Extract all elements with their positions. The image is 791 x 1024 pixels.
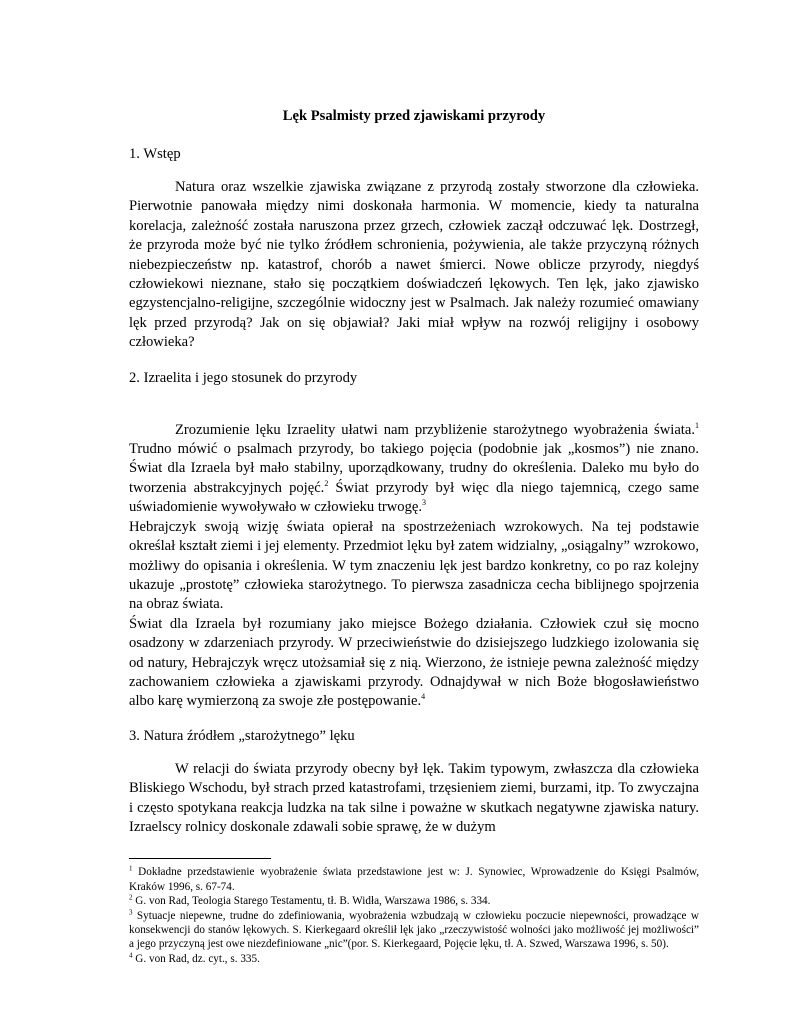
paragraph: W relacji do świata przyrody obecny był lęk. Takim typowym, zwłaszcza dla człowieka Bliskiego Wschodu, był strach przed katastrofami, trzęsieniem ziemi, burzami, itp. To zwyczajna i często spotykana reakcja ludzka na tak silne i poważne w skutkach negatywne zjawiska natury. Izraelscy rolnicy doskonale zdawali sobie sprawę, że w dużym (129, 760, 699, 835)
footnote-ref: 3 (422, 498, 427, 508)
document-page (129, 106, 699, 966)
paragraph (129, 615, 699, 712)
paragraph-text: Trudno mówić o psalmach przyrody, bo takiego pojęcia (podobnie jak „kosmos”) nie znano. Świat dla Izraela był mało stabilny, uporządkowany, trudny do określenia. Daleko mu było do tworzenia abstrakcyjnych pojęć. (129, 441, 699, 496)
footnote-number: 2 (129, 893, 133, 902)
document-title: Lęk Psalmisty przed zjawiskami przyrody (282, 108, 546, 124)
footnote (129, 894, 699, 908)
footnote (129, 865, 699, 894)
section-heading: 3. Natura źródłem „starożytnego” lęku (129, 727, 355, 744)
paragraph-text: Świat dla Izraela był rozumiany jako miejsce Bożego działania. Człowiek czuł się mocno osadzony w zdarzeniach przyrody. W przeciwieństwie do dzisiejszego ludzkiego izolowania się od natury, Hebrajczyk wręcz utożsamiał się z nią. Wierzono, że istnieje pewna zależność między zachowaniem człowieka a zjawiskami przyrody. Odnajdywał w nich Boże błogosławieństwo albo karę wymierzoną za swoje złe postępowanie. (129, 615, 699, 710)
section-heading: 1. Wstęp (129, 146, 181, 162)
section-heading: 2. Izraelita i jego stosunek do przyrody (129, 369, 358, 386)
footnote (129, 952, 699, 966)
footnote-text: G. von Rad, Teologia Starego Testamentu, tł. B. Widła, Warszawa 1986, s. 334. (132, 895, 491, 908)
footnote (129, 909, 699, 952)
footnotes (129, 865, 699, 966)
footnote-number: 1 (129, 864, 133, 873)
footnote-ref: 2 (324, 479, 329, 489)
paragraph: Hebrajczyk swoją wizję świata opierał na spostrzeżeniach wzrokowych. Na tej podstawie określał kształt ziemi i jej elementy. Przedmiot lęku był zatem widzialny, „osiągalny” wzrokowo, możliwy do opisania i określenia. W tym znaczeniu lęk jest bardzo konkretny, co po raz kolejny ukazuje „prostotę” człowieka starożytnego. To pierwsza zasadnicza cecha biblijnego spojrzenia na obraz świata. (129, 518, 699, 613)
footnote-text: Dokładne przedstawienie wyobrażenie świata przedstawione jest w: J. Synowiec, Wprowadzenie do Księgi Psalmów, Kraków 1996, s. 67-74. (129, 866, 699, 893)
footnote-text: G. von Rad, dz. cyt., s. 335. (132, 952, 260, 965)
footnote-separator (129, 858, 271, 859)
paragraph: Natura oraz wszelkie zjawiska związane z przyrodą zostały stworzone dla człowieka. Pierwotnie panowała między nimi doskonała harmonia. W momencie, kiedy ta naturalna korelacja, zależność została naruszona przez grzech, człowiek zaczął odczuwać lęk. Dostrzegł, że przyroda może być nie tylko źródłem schronienia, pożywienia, ale także przyczyną różnych niebezpieczeństw np. katastrof, chorób a nawet śmierci. Nowe oblicze przyrody, niegdyś człowiekowi nieznane, stało się początkiem doświadczeń lękowych. Ten lęk, jako zjawisko egzystencjalno-religijne, szczególnie widoczny jest w Psalmach. Jak należy rozumieć omawiany lęk przed przyrodą? Jak on się objawiał? Jaki miał wpływ na rozwój religijny i osobowy człowieka? (129, 179, 699, 351)
footnote-number: 4 (129, 951, 133, 960)
footnote-text: Sytuacje niepewne, trudne do zdefiniowania, wyobrażenia wzbudzają w człowieku poczucie niepewności, prowadzące w konsekwencji do stanów lękowych. S. Kierkegaard określił lęk jako „rzeczywistość wolności jako możliwość jej możliwości” a jego przyczyną jest owe niezdefiniowane „nic”(por. S. Kierkegaard, Pojęcie lęku, tł. A. Szwed, Warszawa 1996, s. 50). (129, 909, 699, 951)
footnote-ref: 1 (695, 420, 699, 430)
footnote-ref: 4 (421, 692, 426, 702)
paragraph (129, 421, 699, 518)
paragraph-text: Zrozumienie lęku Izraelity ułatwi nam przybliżenie starożytnego wyobrażenia świata. (175, 421, 695, 438)
paragraph-text: Świat przyrody był więc dla niego tajemnicą, czego same uświadomienie wywoływało w człowieku trwogę. (129, 479, 699, 516)
footnote-number: 3 (129, 907, 133, 916)
